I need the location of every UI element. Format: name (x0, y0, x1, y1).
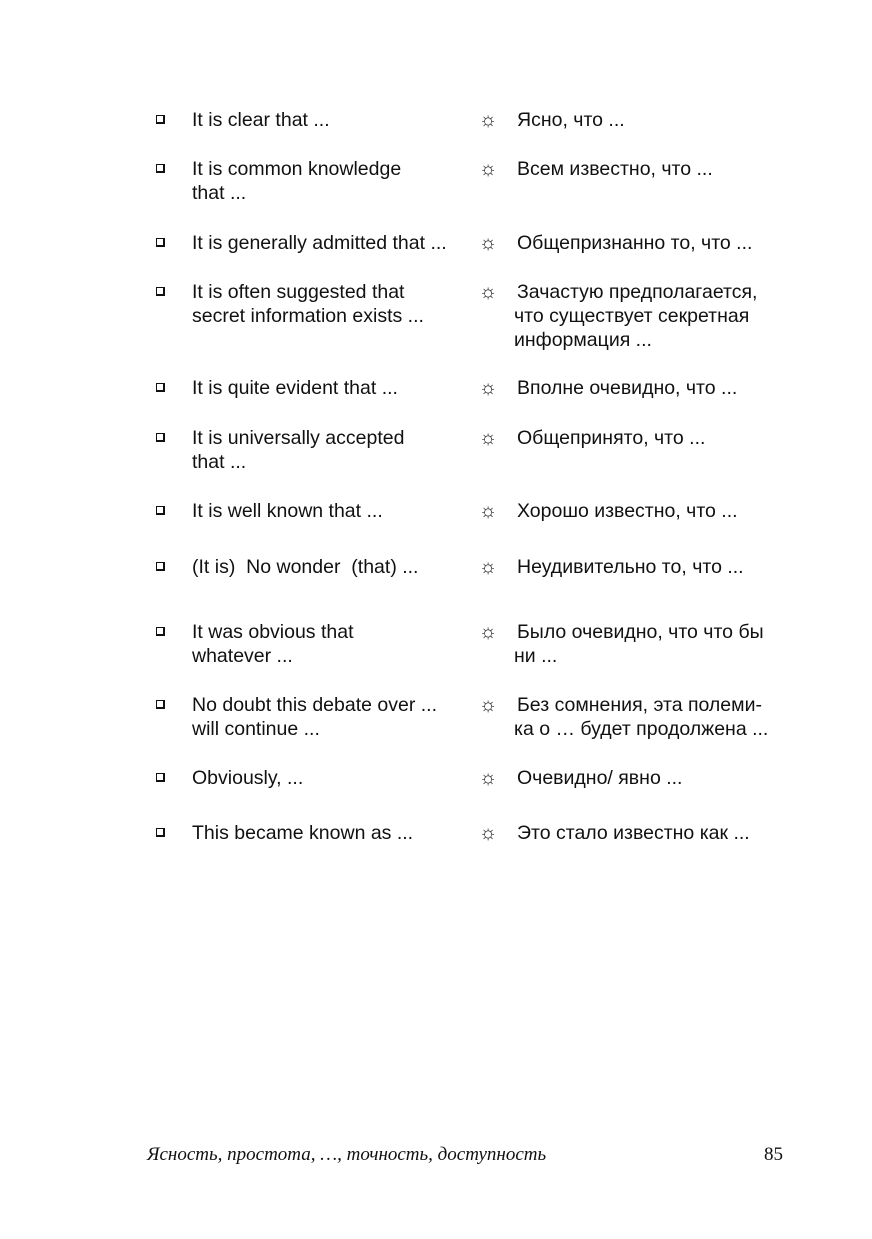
checkbox-bullet-icon (156, 562, 165, 571)
english-phrase: It is often suggested that secret information exists ... (192, 281, 424, 327)
sun-icon: ☼ (478, 556, 498, 578)
russian-translation-continued: ка о … будет продолжена ... (514, 718, 769, 740)
russian-translation: Хорошо известно, что ... (517, 500, 738, 522)
english-phrase: It is generally admitted that ... (192, 232, 447, 254)
checkbox-bullet-icon (156, 115, 165, 124)
english-phrase: It is clear that ... (192, 109, 330, 131)
checkbox-bullet-icon (156, 700, 165, 709)
sun-icon: ☼ (478, 767, 498, 789)
checkbox-bullet-icon (156, 773, 165, 782)
russian-translation: Без сомнения, эта полеми- (517, 694, 762, 716)
russian-translation: Всем известно, что ... (517, 158, 713, 180)
checkbox-bullet-icon (156, 238, 165, 247)
sun-icon: ☼ (478, 109, 498, 131)
russian-translation: Это стало известно как ... (517, 822, 750, 844)
checkbox-bullet-icon (156, 433, 165, 442)
sun-icon: ☼ (478, 377, 498, 399)
english-phrase: It is universally accepted that ... (192, 427, 405, 473)
sun-icon: ☼ (478, 500, 498, 522)
russian-translation: Было очевидно, что что бы (517, 621, 764, 643)
sun-icon: ☼ (478, 621, 498, 643)
russian-translation-continued: ни ... (514, 645, 558, 667)
russian-translation: Общепринято, что ... (517, 427, 706, 449)
sun-icon: ☼ (478, 281, 498, 303)
english-phrase: Obviously, ... (192, 767, 304, 789)
sun-icon: ☼ (478, 694, 498, 716)
sun-icon: ☼ (478, 232, 498, 254)
checkbox-bullet-icon (156, 164, 165, 173)
russian-translation: Вполне очевидно, что ... (517, 377, 738, 399)
checkbox-bullet-icon (156, 828, 165, 837)
checkbox-bullet-icon (156, 506, 165, 515)
russian-translation: Ясно, что ... (517, 109, 625, 131)
page-number: 85 (764, 1144, 783, 1165)
sun-icon: ☼ (478, 158, 498, 180)
english-phrase: It is well known that ... (192, 500, 383, 522)
sun-icon: ☼ (478, 822, 498, 844)
english-phrase: It is quite evident that ... (192, 377, 398, 399)
english-phrase: No doubt this debate over ... will continue ... (192, 694, 437, 740)
russian-translation: Очевидно/ явно ... (517, 767, 683, 789)
russian-translation: Общепризнанно то, что ... (517, 232, 753, 254)
checkbox-bullet-icon (156, 383, 165, 392)
english-phrase: This became known as ... (192, 822, 414, 844)
sun-icon: ☼ (478, 427, 498, 449)
checkbox-bullet-icon (156, 287, 165, 296)
checkbox-bullet-icon (156, 627, 165, 636)
english-phrase: It is common knowledge that ... (192, 158, 402, 204)
russian-translation: Неудивительно то, что ... (517, 556, 744, 578)
running-footer-title: Ясность, простота, …, точность, доступность (147, 1144, 547, 1165)
russian-translation-continued: что существует секретная информация ... (514, 305, 750, 351)
english-phrase: (It is) No wonder (that) ... (192, 556, 419, 578)
russian-translation: Зачастую предполагается, (517, 281, 758, 303)
english-phrase: It was obvious that whatever ... (192, 621, 354, 667)
